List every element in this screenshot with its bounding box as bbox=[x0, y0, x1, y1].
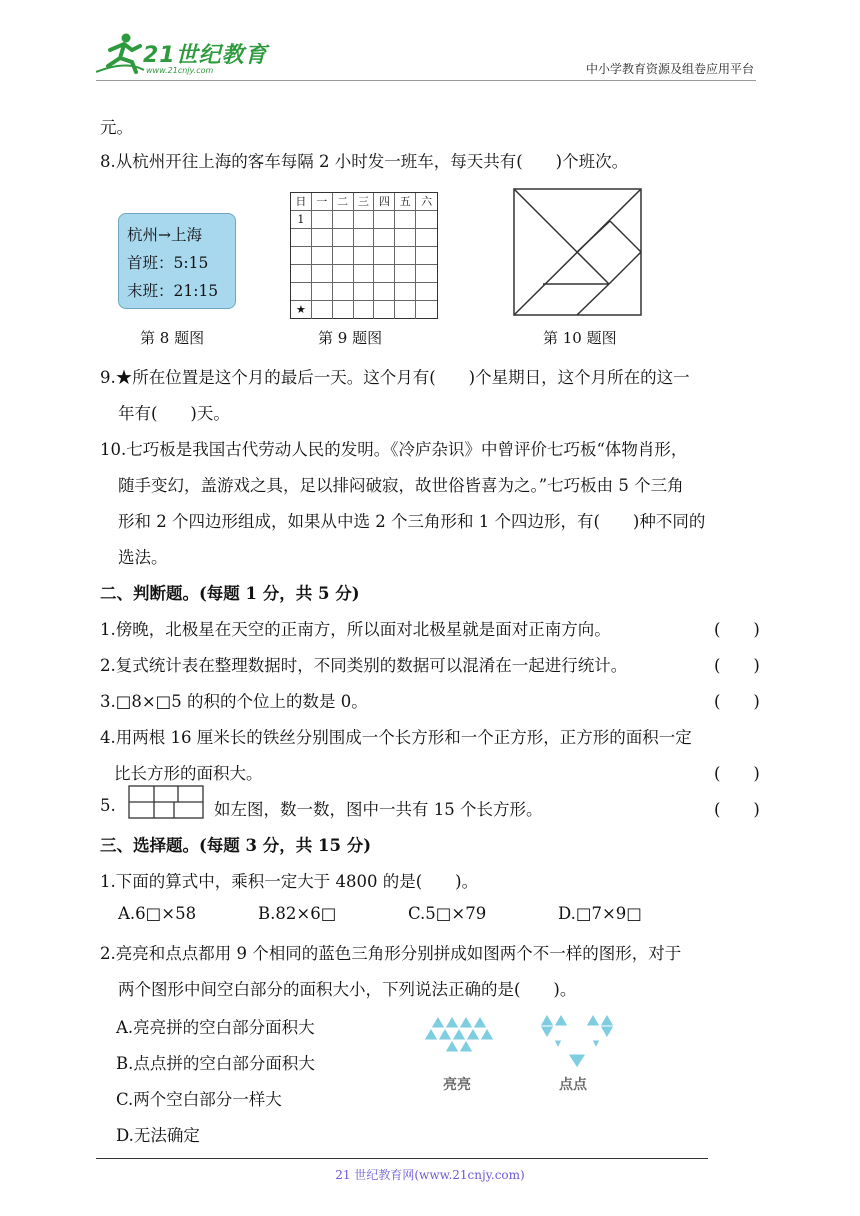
choice-1-option-a[interactable]: A.6□×58 bbox=[118, 904, 197, 923]
bus-schedule-card bbox=[118, 213, 236, 309]
answer-paren[interactable]: ( ) bbox=[714, 764, 760, 783]
judge-3: 3.□8×□5 的积的个位上的数是 0。 bbox=[100, 692, 368, 711]
choice-2-option-d[interactable]: D.无法确定 bbox=[116, 1126, 200, 1145]
first-day-cell: 1 bbox=[291, 211, 312, 229]
tangram-figure bbox=[513, 188, 643, 316]
choice-1: 1.下面的算式中，乘积一定大于 4800 的是( )。 bbox=[100, 872, 479, 891]
figure-8-caption: 第 8 题图 bbox=[140, 329, 205, 347]
section-2-title: 二、判断题。(每题 1 分，共 5 分) bbox=[100, 584, 360, 603]
answer-paren[interactable]: ( ) bbox=[714, 800, 760, 819]
choice-2-option-c[interactable]: C.两个空白部分一样大 bbox=[116, 1090, 282, 1109]
footer-text: 21 世纪教育网(www.21cnjy.com) bbox=[335, 1168, 525, 1182]
text-line: 元。 bbox=[100, 118, 133, 137]
logo-url: www.21cnjy.com bbox=[146, 66, 214, 75]
choice-1-option-d[interactable]: D.□7×9□ bbox=[558, 904, 642, 923]
weekday-label: 二 bbox=[333, 193, 354, 211]
weekday-label: 三 bbox=[354, 193, 375, 211]
choice-1-option-b[interactable]: B.82×6□ bbox=[258, 904, 337, 923]
answer-paren[interactable]: ( ) bbox=[714, 692, 760, 711]
question-10-line2: 随手变幻，盖游戏之具，足以排闷破寂，故世俗皆喜为之。”七巧板由 5 个三角 bbox=[118, 476, 684, 495]
choice-2-line2: 两个图形中间空白部分的面积大小，下列说法正确的是( )。 bbox=[118, 980, 577, 999]
question-9-line2: 年有( )天。 bbox=[118, 404, 230, 423]
route-label: 杭州→上海 bbox=[127, 226, 202, 244]
footer-divider bbox=[96, 1158, 708, 1159]
choice-2-line1: 2.亮亮和点点都用 9 个相同的蓝色三角形分别拼成如图两个不一样的图形，对于 bbox=[100, 944, 682, 963]
figure-10-caption: 第 10 题图 bbox=[543, 329, 617, 347]
header-divider bbox=[96, 80, 756, 81]
logo-text: 21世纪教育 bbox=[143, 43, 268, 68]
judge-1: 1.傍晚，北极星在天空的正南方，所以面对北极星就是面对正南方向。 bbox=[100, 620, 611, 639]
star-cell: ★ bbox=[291, 301, 312, 319]
question-10-line1: 10.七巧板是我国古代劳动人民的发明。《冷庐杂识》中曾评价七巧板“体物肖形， bbox=[100, 440, 688, 459]
last-bus-label: 末班：21:15 bbox=[127, 282, 219, 300]
question-10-line3: 形和 2 个四边形组成，如果从中选 2 个三角形和 1 个四边形，有( )种不同的 bbox=[118, 512, 706, 531]
weekday-label: 六 bbox=[416, 193, 437, 211]
liangliang-label: 亮亮 bbox=[443, 1077, 471, 1093]
diandian-triangle-figure bbox=[540, 1012, 614, 1070]
calendar-grid bbox=[290, 192, 438, 319]
weekday-label: 日 bbox=[291, 193, 312, 211]
figure-9-caption: 第 9 题图 bbox=[318, 329, 383, 347]
choice-2-option-a[interactable]: A.亮亮拼的空白部分面积大 bbox=[116, 1018, 315, 1037]
choice-2-option-b[interactable]: B.点点拼的空白部分面积大 bbox=[116, 1054, 315, 1073]
header-tagline: 中小学教育资源及组卷应用平台 bbox=[585, 62, 754, 76]
question-10-line4: 选法。 bbox=[118, 548, 168, 567]
question-9-line1: 9.★所在位置是这个月的最后一天。这个月有( )个星期日，这个月所在的这一 bbox=[100, 368, 690, 387]
weekday-label: 四 bbox=[374, 193, 395, 211]
weekday-label: 一 bbox=[312, 193, 333, 211]
choice-1-option-c[interactable]: C.5□×79 bbox=[408, 904, 487, 923]
first-bus-label: 首班：5:15 bbox=[127, 254, 209, 272]
judge-4-line2: 比长方形的面积大。 bbox=[114, 764, 263, 783]
answer-paren[interactable]: ( ) bbox=[714, 620, 760, 639]
liangliang-triangle-figure bbox=[424, 1012, 496, 1072]
judge-2: 2.复式统计表在整理数据时，不同类别的数据可以混淆在一起进行统计。 bbox=[100, 656, 628, 675]
judge-4-line1: 4.用两根 16 厘米长的铁丝分别围成一个长方形和一个正方形，正方形的面积一定 bbox=[100, 728, 692, 747]
judge-5: 如左图，数一数，图中一共有 15 个长方形。 bbox=[214, 800, 543, 819]
weekday-label: 五 bbox=[395, 193, 416, 211]
judge-5-number: 5. bbox=[100, 796, 116, 815]
section-3-title: 三、选择题。(每题 3 分，共 15 分) bbox=[100, 836, 372, 855]
diandian-label: 点点 bbox=[559, 1077, 587, 1093]
rectangle-grid-figure bbox=[128, 785, 204, 819]
answer-paren[interactable]: ( ) bbox=[714, 656, 760, 675]
question-8: 8.从杭州开往上海的客车每隔 2 小时发一班车，每天共有( )个班次。 bbox=[100, 152, 629, 171]
